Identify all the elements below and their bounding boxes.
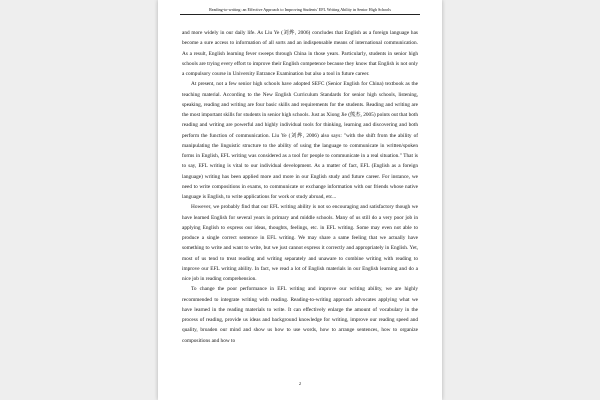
body-text [182,28,418,346]
page-number: 2 [298,381,302,386]
paragraph-2: At present, not a few senior high schools have adopted SEFC (Senior English for China) textbook as the teaching material. According to the New English Curriculum Standards for senior high schools, listening, speaking, reading and writing are four basic skills and requirements for the students. Reading and writing are the most important skills for students in senior high schools. Just as Xiong Jie (熊杰, 2005) points out that both reading and writing are powerful and highly individual tools for thinking, learning and discovering and both perform the function of communication. Liu Ye (刘烨, 2006) also says: "with the shift from the ability of manipulating the linguistic structure to the ability of using the language to communicate in written/spoken forms in English, EFL writing was considered as a tool for people to communicate in a real situation." That is to say, EFL writing is vital to our individual development. As a matter of fact, EFL (English as a foreign language) writing has been applied more and more in our English study and future career. For instance, we need to write compositions in exams, to communicate or exchange information with our friends whose native language is English, to write applications for work or study abroad, etc... [182,81,418,200]
paragraph-1: and more widely in our daily life. As Liu Ye (刘烨, 2006) concludes that English as a foreign language has become a sure access to information of all sorts and an indispensable means of international communication. As a result, English learning fever sweeps through China in those years. Particularly, students in senior high schools are trying every effort to improve their English competence because they know that English is not only a compulsory course in University Entrance Examination but also a tool in future career. [182,30,418,77]
running-head: Reading-to-writing: an Effective Approach to Improving Students' EFL Writing Ability in Senior High Schools [180,7,420,15]
paragraph-4: To change the poor performance in EFL writing and improve our writing ability, we are highly recommended to integrate writing with reading. Reading-to-writing approach advocates applying what we have learned in the reading materials to write. It can effectively enlarge the amount of vocabulary in the process of reading, provide us ideas and background knowledge for writing, improve our reading speed and quality, broaden our mind and show us how to use words, how to arrange sentences, how to organize compositions and how to [182,286,418,344]
paragraph-3: However, we probably find that our EFL writing ability is not so encouraging and satisfactory though we have learned English for several years in primary and middle schools. Many of us still do a very poor job in applying English to express our ideas, thoughts, feelings, etc. in EFL writing. Some may even not able to produce a single correct sentence in EFL writing. We may share a same feeling that we actually have something to write and want to write, but we just cannot express it correctly and appropriately in English. Yet, most of us tend to treat reading and writing separately and unaware to combine writing with reading to improve our EFL writing ability. In fact, we read a lot of English materials in our English learning and do a nice job in reading comprehension. [182,204,418,282]
document-page [158,0,442,400]
